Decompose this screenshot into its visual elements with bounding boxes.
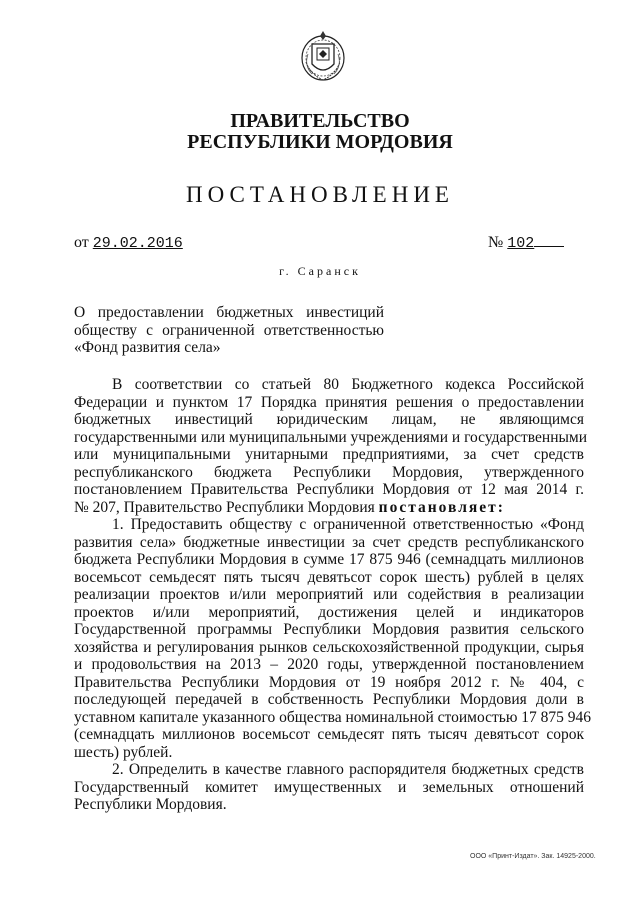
body-line: Федерации и пунктом 17 Порядка принятия решения о предоставлении — [74, 393, 584, 411]
document-number — [488, 234, 564, 252]
document-date — [74, 234, 183, 252]
body-line: бюджетных инвестиций юридическим лицам, не являющимся — [74, 411, 584, 428]
item2-line: 2. Определить в качестве главного распорядителя бюджетных средств — [112, 761, 584, 778]
item1-line: уставном капитале указанного общества номинальной стоимостью 17 875 946 — [74, 708, 592, 726]
item1-line: развития села» бюджетные инвестиции за счет средств республиканского — [74, 533, 584, 551]
item1-line: 1. Предоставить обществу с ограниченной ответственностью «Фонд — [112, 516, 584, 533]
item2-line: Республики Мордовия. — [74, 796, 227, 813]
date-value: 29.02.2016 — [92, 235, 183, 252]
preamble-end: № 207, Правительство Республики Мордовия — [74, 498, 375, 516]
body-line: В соответствии со статьей 80 Бюджетного кодекса Российской — [112, 376, 584, 393]
printer-imprint: ООО «Принт-Издат». Зак. 14925-2000. — [470, 853, 596, 860]
document-type-title: ПОСТАНОВЛЕНИЕ — [186, 182, 454, 207]
government-name-line2: РЕСПУБЛИКИ МОРДОВИЯ — [187, 131, 453, 153]
document-body — [74, 376, 592, 814]
item1-line: хозяйства и регулирования рынков сельскохозяйственной продукции, сырья — [74, 638, 584, 656]
item1-line: реализации проектов и/или мероприятий или содействия в реализации — [74, 586, 584, 603]
subject-line: О предоставлении бюджетных инвестиций — [74, 304, 384, 321]
subject-line: обществу с ограниченной ответственностью — [74, 321, 384, 339]
item2-line: Государственный комитет имущественных и земельных отношений — [74, 778, 584, 796]
body-line: государственными или муниципальными учреждениями и государственными — [74, 428, 588, 446]
item1-line: и продовольствия на 2013 – 2020 годы, утвержденной постановлением — [74, 656, 584, 673]
item1-line: проектов и/или мероприятий, достижения целей и индикаторов — [74, 603, 584, 621]
decree-word: постановляет: — [378, 498, 505, 516]
number-underline — [534, 245, 564, 247]
item1-line: последующей передачей в собственность Республики Мордовия доли в — [74, 691, 584, 708]
document-subject — [74, 304, 384, 357]
coat-of-arms-emblem — [298, 26, 348, 88]
body-line: или муниципальными унитарными предприятиями, за счет средств — [74, 446, 584, 463]
item1-line: шесть) рублей. — [74, 743, 173, 761]
item1-line: Правительства Республики Мордовия от 19 ноября 2012 г. № 404, с — [74, 673, 584, 691]
number-value: 102 — [507, 235, 535, 252]
number-prefix: № — [488, 234, 504, 251]
body-line: республиканского бюджета Республики Мордовия, утвержденного — [74, 463, 584, 481]
item1-line: восемьсот семьдесят пять тысяч девятьсот сорок шесть) рублей в целях — [74, 568, 584, 586]
government-name-line1: ПРАВИТЕЛЬСТВО — [230, 110, 410, 132]
item1-line: Государственной программы Республики Мордовия развития сельского — [74, 621, 584, 638]
date-prefix: от — [74, 234, 89, 251]
city-line: г. Саранск — [279, 264, 361, 278]
subject-line: «Фонд развития села» — [74, 339, 221, 356]
body-line: постановлением Правительства Республики Мордовия от 12 мая 2014 г. — [74, 481, 584, 498]
item1-line: (семнадцать миллионов восемьсот семьдесят пять тысяч девятьсот сорок — [74, 726, 584, 743]
body-line — [74, 499, 584, 517]
item1-line: бюджета Республики Мордовия в сумме 17 875 946 (семнадцать миллионов — [74, 551, 584, 568]
